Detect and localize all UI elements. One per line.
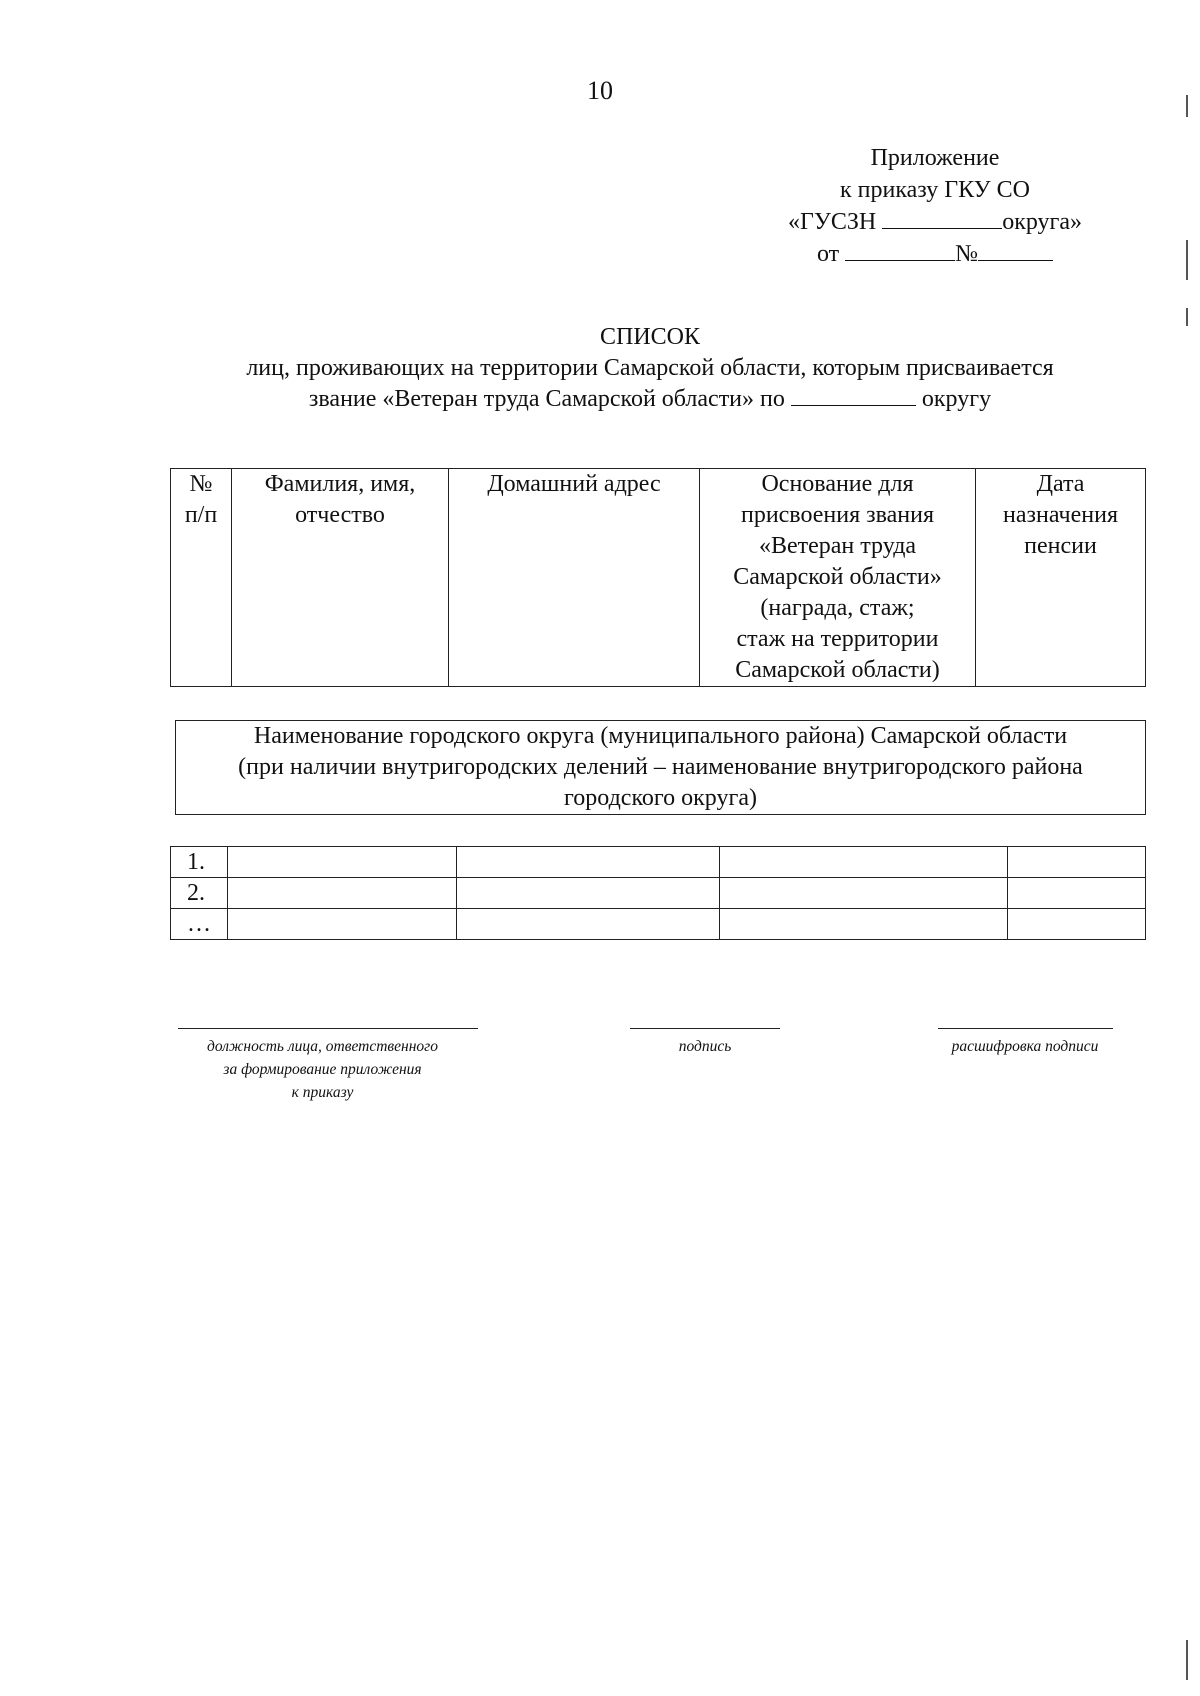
header-cell-basis xyxy=(700,469,976,687)
appendix-line-4 xyxy=(770,238,1100,270)
row-cell xyxy=(720,847,1008,878)
header-text: Фамилия, имя, xyxy=(264,471,416,497)
row-cell xyxy=(1008,909,1146,940)
header-row xyxy=(171,469,1146,687)
appendix-line-3-prefix: «ГУСЗН xyxy=(787,209,877,235)
table-row xyxy=(171,909,1146,940)
row-cell xyxy=(457,909,720,940)
signature-caption: расшифровка подписи xyxy=(951,1038,1099,1055)
header-cell-pension-date xyxy=(976,469,1146,687)
row-cell xyxy=(1008,847,1146,878)
district-name-row xyxy=(176,721,1146,815)
title-line-2-prefix: звание «Ветеран труда Самарской области» по xyxy=(308,386,785,412)
signature-line xyxy=(938,1028,1113,1029)
header-text: назначения xyxy=(1003,502,1118,528)
scan-edge-mark xyxy=(1186,95,1188,117)
scan-edge-mark xyxy=(1186,308,1188,326)
row-cell xyxy=(720,909,1008,940)
header-cell-address xyxy=(449,469,700,687)
title-line-2 xyxy=(150,384,1150,415)
signature-caption: за формирование приложения xyxy=(223,1061,422,1078)
appendix-line-4-prefix: от xyxy=(816,241,840,267)
header-table xyxy=(170,468,1146,687)
rows-table xyxy=(170,846,1146,940)
header-text: отчество xyxy=(295,502,385,528)
appendix-block xyxy=(770,142,1100,270)
district-name-table xyxy=(175,720,1146,815)
row-number: 1. xyxy=(171,847,228,878)
header-text: пенсии xyxy=(1024,533,1097,559)
district-blank xyxy=(882,227,1002,229)
district-name-line: (при наличии внутригородских делений – наименование внутригородского района xyxy=(238,754,1083,780)
district-name-line: Наименование городского округа (муниципального района) Самарской области xyxy=(253,723,1068,749)
row-cell xyxy=(457,847,720,878)
header-text: Дата xyxy=(1036,471,1085,497)
header-text: (награда, стаж; xyxy=(760,595,915,621)
row-cell xyxy=(228,878,457,909)
row-number: 2. xyxy=(171,878,228,909)
header-text: Домашний адрес xyxy=(487,471,661,497)
signature-line xyxy=(630,1028,780,1029)
district-name-line: городского округа) xyxy=(564,785,757,811)
header-text: Основание для xyxy=(761,471,914,497)
row-cell xyxy=(228,909,457,940)
title-block xyxy=(150,322,1150,415)
header-text: № xyxy=(189,471,213,497)
header-text: Самарской области» xyxy=(733,564,942,590)
appendix-line-2: к приказу ГКУ СО xyxy=(839,177,1030,203)
header-text: Самарской области) xyxy=(735,657,940,683)
signature-line xyxy=(178,1028,478,1029)
page-number: 10 xyxy=(587,76,613,105)
signature-caption: подпись xyxy=(678,1038,732,1055)
header-text: стаж на территории xyxy=(736,626,939,652)
header-text: «Ветеран труда xyxy=(758,533,917,559)
header-cell-name xyxy=(232,469,449,687)
appendix-line-1: Приложение xyxy=(870,145,1000,171)
district-title-blank xyxy=(791,404,916,406)
header-text: п/п xyxy=(184,502,218,528)
signature-decoding xyxy=(920,1028,1130,1058)
appendix-line-3-suffix: округа» xyxy=(1002,209,1083,235)
row-cell xyxy=(228,847,457,878)
scan-edge-mark xyxy=(1186,240,1188,280)
row-cell xyxy=(720,878,1008,909)
row-cell xyxy=(1008,878,1146,909)
list-heading: СПИСОК xyxy=(599,324,701,350)
signature-sign xyxy=(630,1028,780,1058)
row-cell xyxy=(457,878,720,909)
signature-caption: должность лица, ответственного xyxy=(207,1038,438,1055)
signature-caption: к приказу xyxy=(291,1084,354,1101)
row-number: … xyxy=(171,909,228,940)
table-row xyxy=(171,878,1146,909)
table-row xyxy=(171,847,1146,878)
appendix-line-3 xyxy=(770,206,1100,238)
header-cell-number xyxy=(171,469,232,687)
date-blank xyxy=(845,259,955,261)
title-line-2-suffix: округу xyxy=(921,386,992,412)
header-text: присвоения звания xyxy=(740,502,935,528)
signature-position xyxy=(170,1028,475,1104)
title-line-1: лиц, проживающих на территории Самарской области, которым присваивается xyxy=(246,355,1054,381)
appendix-number-sign: № xyxy=(955,241,979,267)
scan-edge-mark xyxy=(1186,1640,1188,1680)
number-blank xyxy=(978,259,1053,261)
district-name-cell xyxy=(176,721,1146,815)
